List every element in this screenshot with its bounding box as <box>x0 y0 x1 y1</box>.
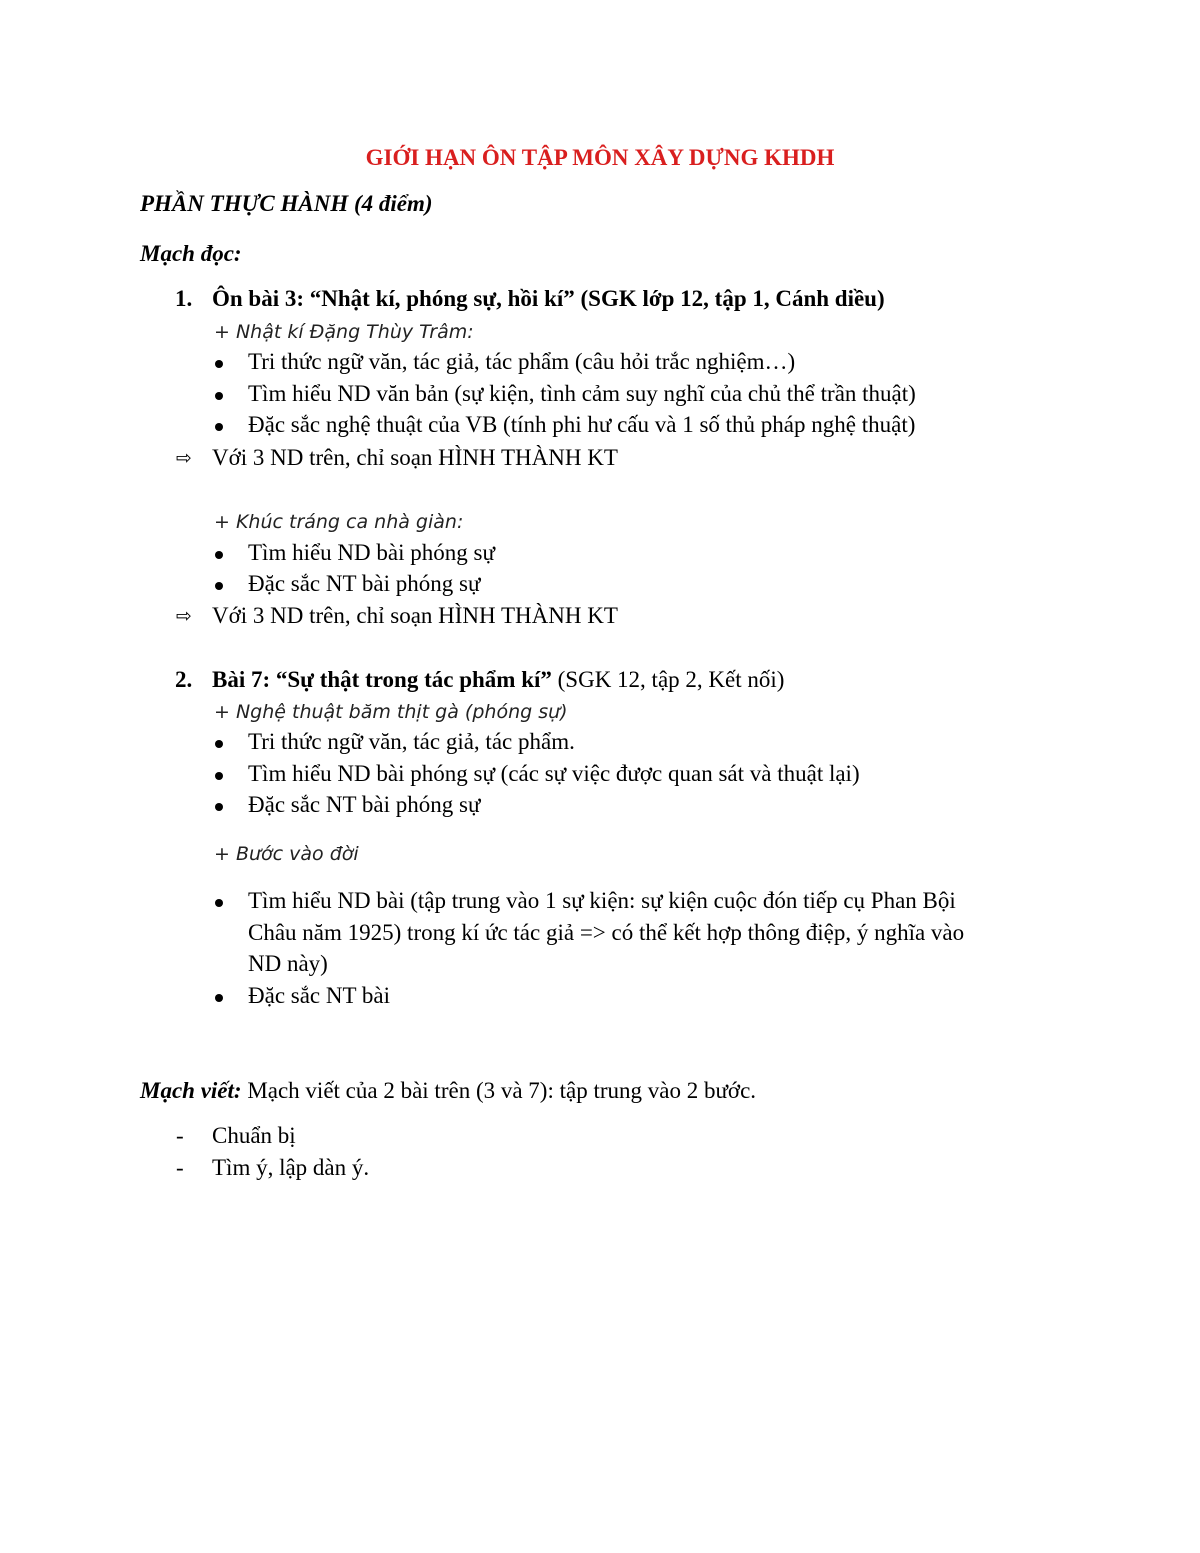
item2-heading-title: Bài 7: “Sự thật trong tác phẩm kí” <box>212 667 552 692</box>
list-item: Tri thức ngữ văn, tác giả, tác phẩm (câu hỏi trắc nghiệm…) <box>248 347 795 377</box>
document-title: GIỚI HẠN ÔN TẬP MÔN XÂY DỰNG KHDH <box>365 145 835 170</box>
reading-heading: Mạch đọc: <box>140 241 242 266</box>
item1-subheading-2: + Khúc tráng ca nhà giàn: <box>214 511 464 533</box>
item1-subheading-1: + Nhật kí Đặng Thùy Trâm: <box>214 321 474 343</box>
list-item-continuation: Châu năm 1925) trong kí ức tác giả => có thể kết hợp thông điệp, ý nghĩa vào <box>248 920 965 945</box>
item2-subheading-1: + Nghệ thuật băm thịt gà (phóng sự) <box>214 701 568 723</box>
list-item: Tri thức ngữ văn, tác giả, tác phẩm. <box>248 727 575 757</box>
item1-note-2: Với 3 ND trên, chỉ soạn HÌNH THÀNH KT <box>212 603 618 628</box>
writing-heading: Mạch viết: <box>140 1078 242 1103</box>
dash-marker: - <box>176 1123 184 1148</box>
item-number: 1. <box>175 286 193 311</box>
dash-marker: - <box>176 1155 184 1180</box>
list-item: Đặc sắc nghệ thuật của VB (tính phi hư cấu và 1 số thủ pháp nghệ thuật) <box>248 410 915 440</box>
writing-list-item: Chuẩn bị <box>212 1123 296 1148</box>
list-item-continuation: ND này) <box>248 951 328 976</box>
part-heading: PHẦN THỰC HÀNH (4 điểm) <box>140 191 433 216</box>
list-item: Tìm hiểu ND bài phóng sự (các sự việc được quan sát và thuật lại) <box>248 759 860 789</box>
writing-text: Mạch viết của 2 bài trên (3 và 7): tập trung vào 2 bước. <box>241 1078 757 1103</box>
item1-note-1: Với 3 ND trên, chỉ soạn HÌNH THÀNH KT <box>212 445 618 470</box>
list-item: Tìm hiểu ND văn bản (sự kiện, tình cảm suy nghĩ của chủ thể trần thuật) <box>248 379 916 409</box>
list-item: Tìm hiểu ND bài (tập trung vào 1 sự kiện: sự kiện cuộc đón tiếp cụ Phan Bội <box>248 886 956 916</box>
item2-heading <box>212 665 784 695</box>
item2-heading-source: (SGK 12, tập 2, Kết nối) <box>551 667 785 692</box>
writing-list-item: Tìm ý, lập dàn ý. <box>212 1155 370 1180</box>
item2-subheading-2: + Bước vào đời <box>214 843 359 865</box>
list-item: Đặc sắc NT bài phóng sự <box>248 569 480 599</box>
item1-heading: Ôn bài 3: “Nhật kí, phóng sự, hồi kí” (SGK lớp 12, tập 1, Cánh diều) <box>212 286 885 311</box>
list-item: Tìm hiểu ND bài phóng sự <box>248 538 495 568</box>
writing-line <box>140 1076 756 1106</box>
arrow-right-icon: ⇨ <box>176 605 192 627</box>
list-item: Đặc sắc NT bài <box>248 981 390 1011</box>
item-number: 2. <box>175 667 193 692</box>
arrow-right-icon: ⇨ <box>176 447 192 469</box>
list-item: Đặc sắc NT bài phóng sự <box>248 790 480 820</box>
